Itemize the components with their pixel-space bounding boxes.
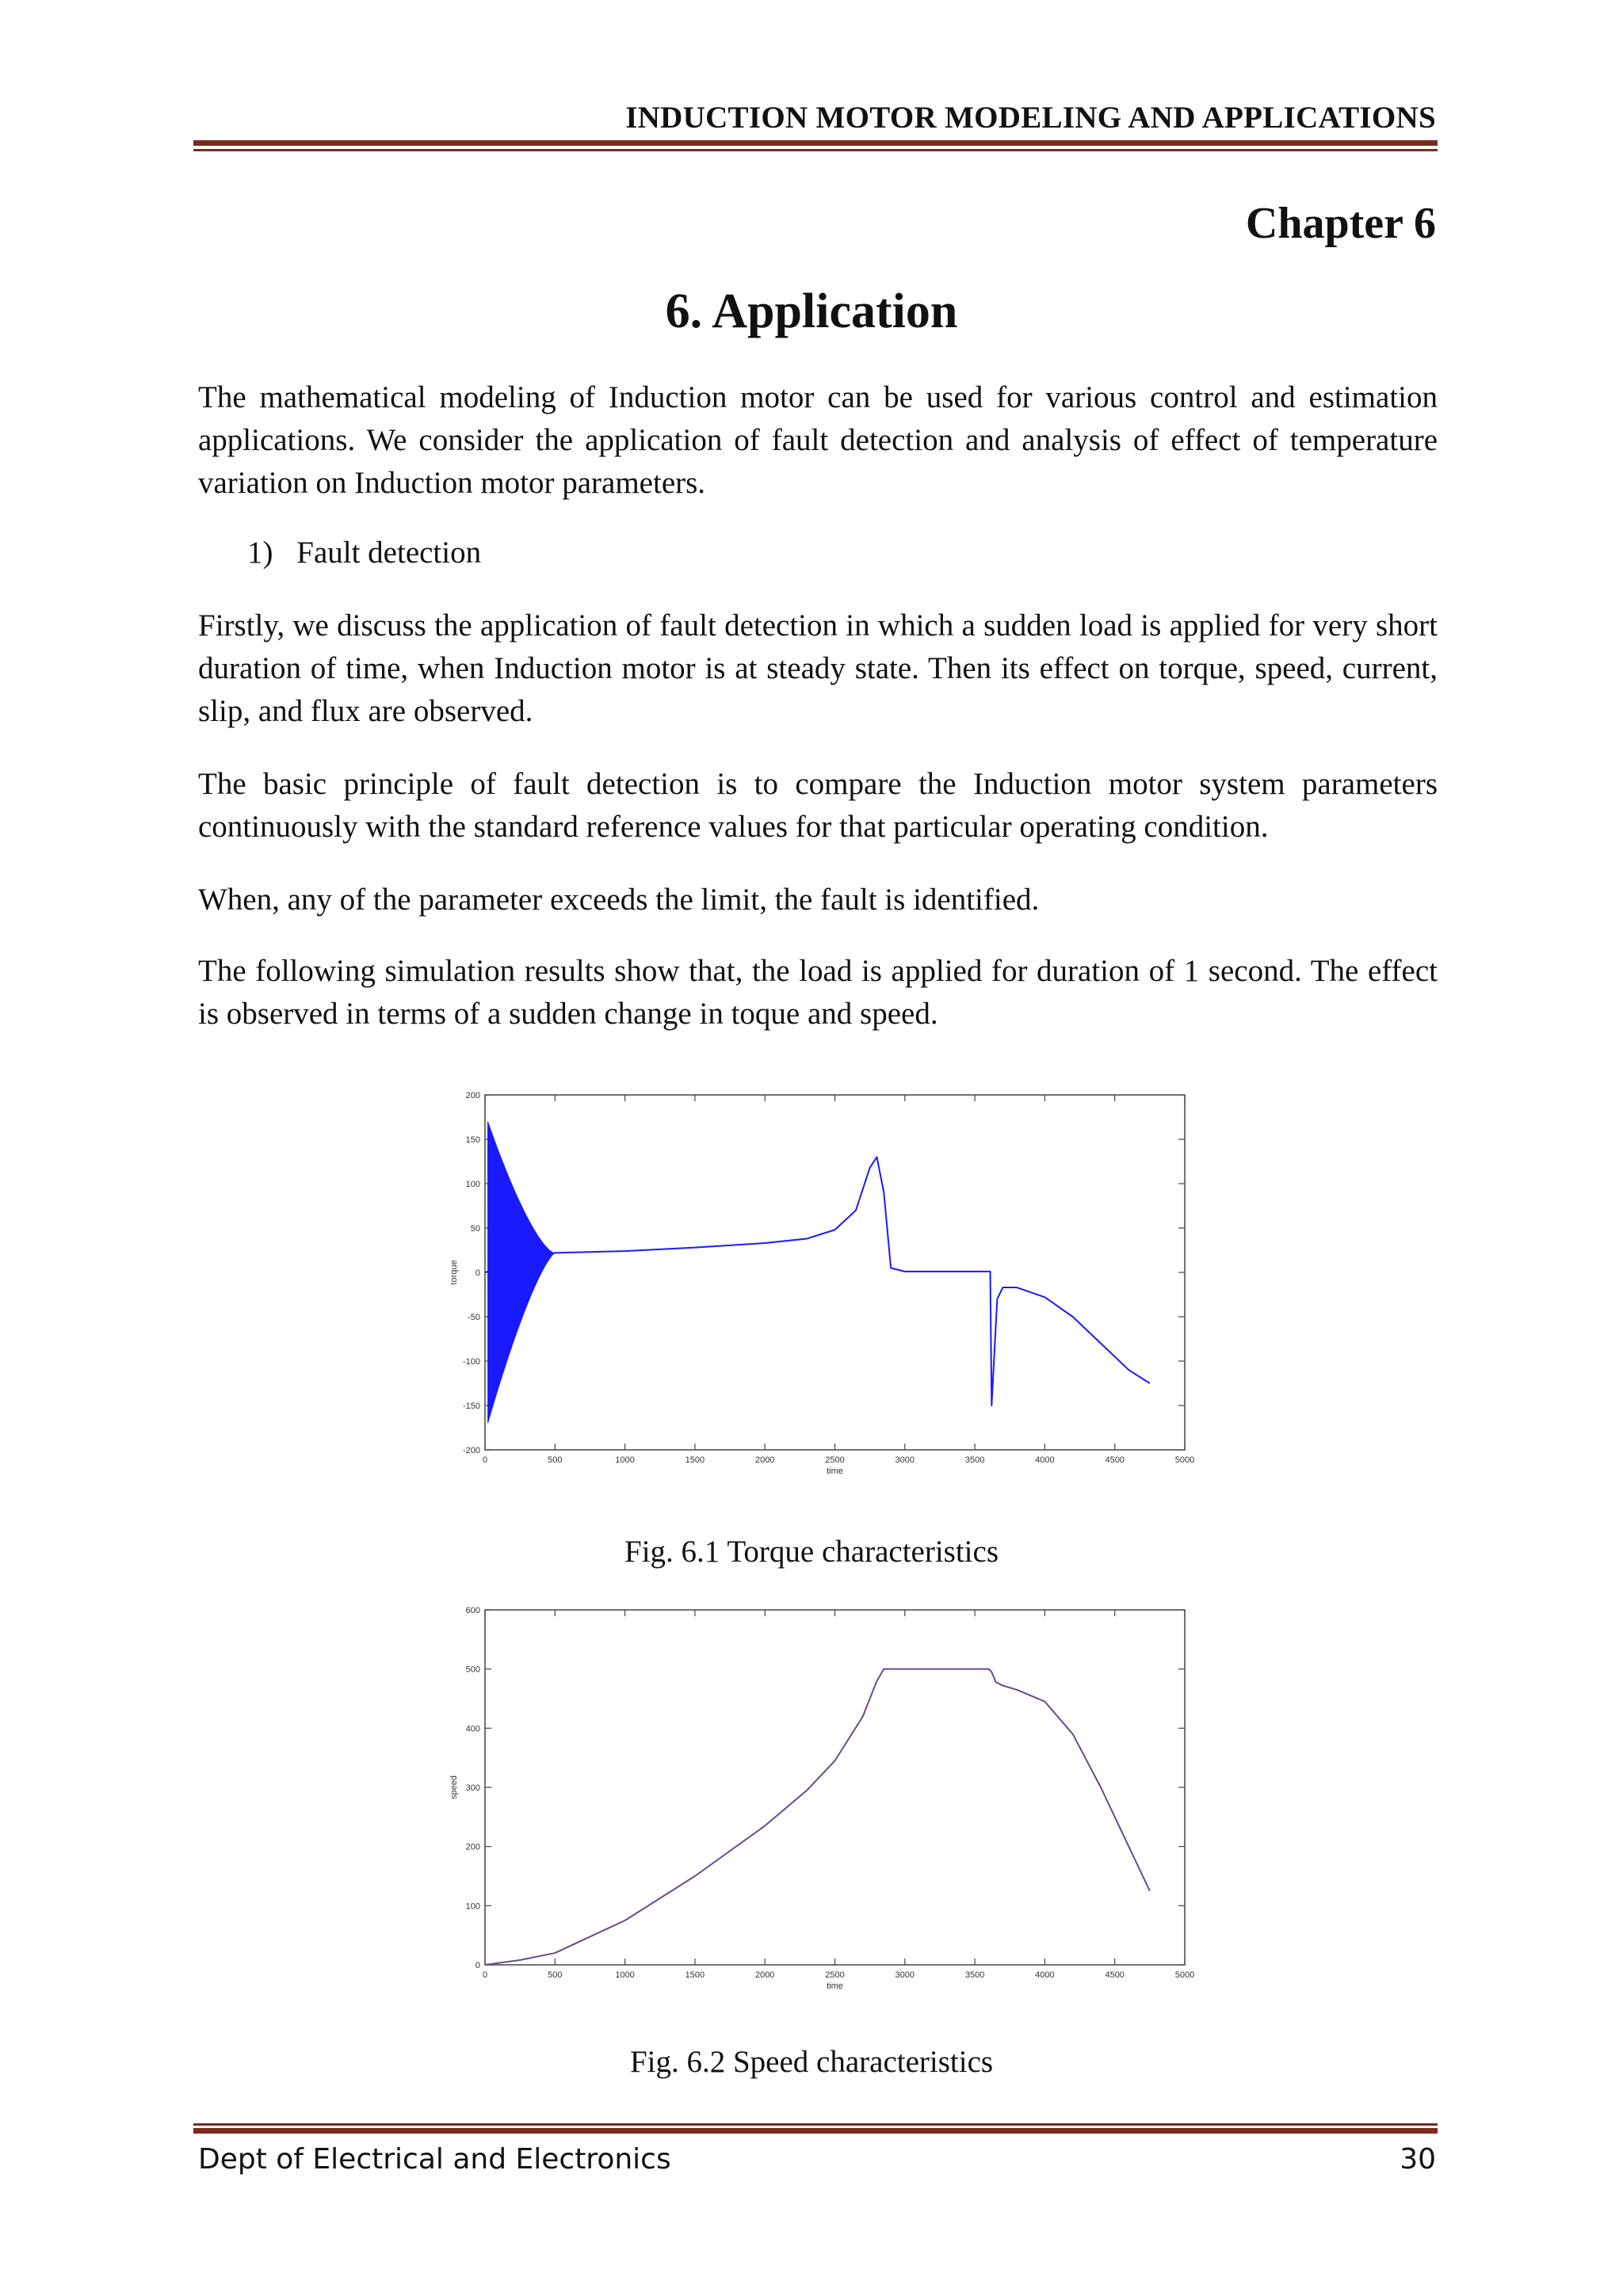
x-axis-label: time [827, 1981, 843, 1991]
plot-frame [485, 1610, 1185, 1965]
x-tick-label: 2500 [825, 1970, 845, 1980]
paragraph-text: Firstly, we discuss the application of fault detection in which a sudden load is applied for very short duration of time, when Induction motor is at steady state. Then its effect on torque, speed, current, slip, and flux are observed. [198, 608, 1438, 728]
x-tick-label: 4500 [1105, 1455, 1125, 1465]
x-tick-label: 1500 [685, 1970, 705, 1980]
speed-chart [444, 1600, 1205, 1997]
torque-chart [444, 1085, 1205, 1482]
figure-caption-torque: Fig. 6.1 Torque characteristics [624, 1535, 999, 1569]
y-tick-label: -200 [462, 1446, 480, 1455]
footer-rule-thin [193, 2123, 1438, 2126]
y-tick-label: -150 [462, 1402, 480, 1411]
list-item-fault-detection [247, 535, 481, 570]
running-header: INDUCTION MOTOR MODELING AND APPLICATIONS [625, 101, 1436, 135]
y-tick-label: 500 [465, 1665, 480, 1675]
paragraph-text: When, any of the parameter exceeds the limit, the fault is identified. [198, 883, 1040, 917]
x-tick-label: 4000 [1035, 1970, 1055, 1980]
paragraph-text: The basic principle of fault detection is to compare the Induction motor system parameters continuously with the standard reference values for that particular operating condition. [198, 767, 1438, 844]
plot-frame [485, 1095, 1185, 1450]
x-tick-label: 3000 [895, 1970, 915, 1980]
x-tick-label: 5000 [1174, 1970, 1195, 1980]
footer-rule-thick [193, 2128, 1438, 2134]
y-tick-label: 100 [465, 1901, 480, 1912]
list-number: 1) [247, 536, 273, 570]
paragraph-simulation [198, 950, 1438, 1035]
y-tick-label: -100 [462, 1357, 480, 1367]
x-tick-label: 500 [548, 1455, 563, 1465]
x-tick-label: 4500 [1105, 1970, 1125, 1980]
x-tick-label: 0 [482, 1455, 488, 1465]
x-tick-label: 1000 [615, 1455, 635, 1465]
y-tick-label: 150 [465, 1135, 480, 1145]
header-rule-thick [193, 140, 1438, 146]
x-tick-label: 0 [482, 1970, 488, 1980]
y-tick-label: 200 [465, 1842, 480, 1852]
paragraph-limit [198, 879, 1438, 921]
y-tick-label: 600 [465, 1606, 480, 1615]
x-tick-label: 1000 [615, 1970, 635, 1980]
y-tick-label: -50 [468, 1313, 480, 1322]
paragraph-principle [198, 763, 1438, 849]
x-tick-label: 500 [548, 1970, 563, 1980]
x-tick-label: 2500 [825, 1455, 845, 1465]
chapter-label: Chapter 6 [1245, 199, 1436, 248]
y-tick-label: 100 [465, 1180, 480, 1189]
section-title: 6. Application [665, 284, 958, 338]
list-text: Fault detection [296, 536, 482, 570]
x-tick-label: 2000 [754, 1455, 775, 1465]
y-tick-label: 0 [475, 1268, 480, 1278]
y-tick-label: 0 [475, 1961, 480, 1970]
page-number: 30 [1400, 2143, 1436, 2176]
x-tick-label: 3500 [964, 1970, 985, 1980]
paragraph-intro [198, 376, 1438, 505]
paragraph-text: The mathematical modeling of Induction motor can be used for various control and estimation applications. We consider the application of fault detection and analysis of effect of temperature variation on Induction motor parameters. [198, 380, 1438, 500]
x-tick-label: 2000 [754, 1970, 775, 1980]
x-tick-label: 3500 [964, 1455, 985, 1465]
header-rule-thin [193, 149, 1438, 151]
footer-department: Dept of Electrical and Electronics [198, 2143, 671, 2176]
y-tick-label: 400 [465, 1724, 480, 1734]
y-axis-label: speed [449, 1775, 459, 1799]
x-tick-label: 5000 [1174, 1455, 1195, 1465]
y-tick-label: 300 [465, 1783, 480, 1793]
x-tick-label: 4000 [1035, 1455, 1055, 1465]
x-tick-label: 3000 [895, 1455, 915, 1465]
y-axis-label: torque [449, 1260, 459, 1285]
x-axis-label: time [827, 1466, 843, 1476]
x-tick-label: 1500 [685, 1455, 705, 1465]
y-tick-label: 200 [465, 1091, 480, 1100]
y-tick-label: 50 [470, 1224, 480, 1234]
paragraph-firstly [198, 605, 1438, 733]
figure-caption-speed: Fig. 6.2 Speed characteristics [629, 2045, 994, 2079]
paragraph-text: The following simulation results show that, the load is applied for duration of 1 second. The effect is observed in terms of a sudden change in toque and speed. [198, 954, 1438, 1031]
